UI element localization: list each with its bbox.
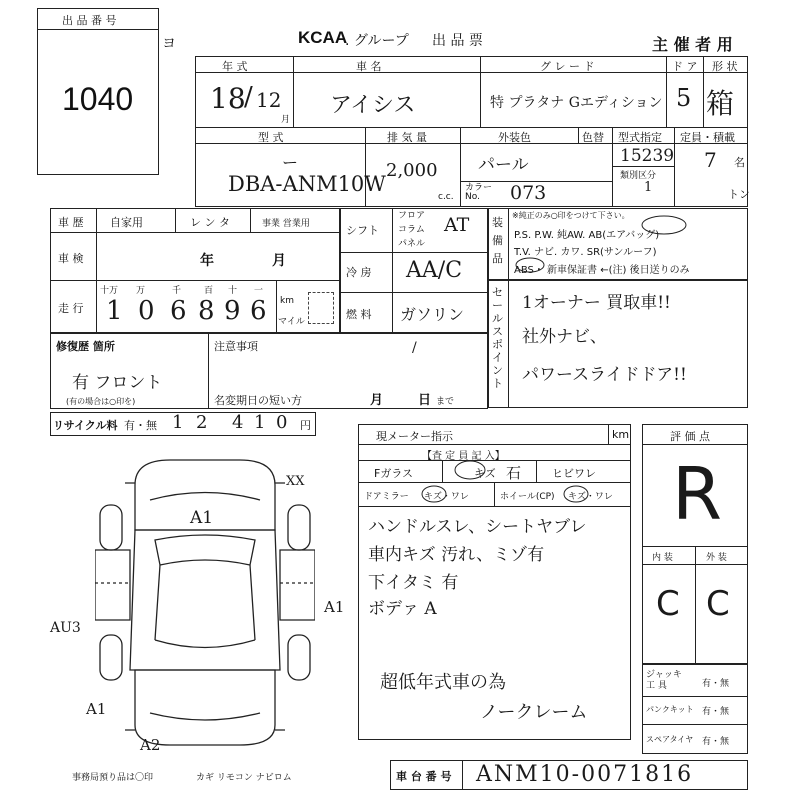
doors-label: ド ア xyxy=(672,60,698,73)
km-unit: km xyxy=(280,296,294,306)
color-no-value: 073 xyxy=(510,182,547,204)
exterior-label: 外 装 xyxy=(706,553,727,563)
year-value: 18 xyxy=(210,82,246,115)
crack-value: 石 xyxy=(506,464,522,482)
lot-number-box xyxy=(37,8,159,175)
mile-unit: マイル xyxy=(278,317,305,327)
chassis-label: 車 台 番 号 xyxy=(396,770,452,783)
shift-label: シフト xyxy=(346,224,379,237)
puncture-label: パンクキット xyxy=(646,705,694,714)
recycle-digit: 4 xyxy=(232,412,244,433)
score-value: R xyxy=(672,452,723,536)
sales-point: 社外ナビ、 xyxy=(522,327,607,347)
equipment-note: ※純正のみ○印をつけて下さい。 xyxy=(512,211,630,220)
damage-mark: XX xyxy=(286,474,305,489)
grade-label: グ レ ー ド xyxy=(540,60,595,73)
recycle-digit: 1 xyxy=(254,412,266,433)
equipment-circles xyxy=(488,208,748,280)
odo-unit: 千 xyxy=(172,286,182,296)
car-name-label: 車 名 xyxy=(356,60,382,73)
recycle-digit: 1 xyxy=(172,412,184,433)
odo-digit: 0 xyxy=(138,296,155,326)
inspector-circles xyxy=(358,458,631,508)
car-diagram xyxy=(95,455,315,760)
exterior-color-label: 外装色 xyxy=(498,131,531,144)
inspector-comment: ノークレーム xyxy=(480,702,588,723)
shaken-month-unit: 月 xyxy=(272,253,286,269)
odo-digit: 8 xyxy=(198,296,215,326)
deadline-label: 名変期日の短い方 xyxy=(214,394,302,407)
inspector-title: 【査 定 員 記 入】 xyxy=(422,451,505,462)
chassis-number: ANM10-0071816 xyxy=(476,762,694,787)
car-name-value: アイシス xyxy=(330,93,416,118)
displacement-label: 排 気 量 xyxy=(387,131,427,144)
spare-opts: 有・無 xyxy=(702,737,730,747)
notes-label: 注意事項 xyxy=(214,340,258,353)
color-no-label: カラー No. xyxy=(465,183,493,202)
odo-digit: 9 xyxy=(224,296,241,326)
year-label: 年 式 xyxy=(222,60,248,73)
deadline-month: 月 xyxy=(370,393,384,408)
inspector-comment: 下イタミ 有 xyxy=(368,573,459,593)
damage-mark: A1 xyxy=(190,508,214,528)
sales-point: パワースライドドア!! xyxy=(522,365,687,385)
month-value: 12 xyxy=(256,88,282,112)
inspector-comment: ボデァ A xyxy=(368,599,437,619)
repair-label: 修復歴 箇所 xyxy=(56,340,115,353)
exterior-color-value: パール xyxy=(478,155,529,175)
persons-unit: 名 xyxy=(734,156,745,169)
odo-unit: 十万 xyxy=(100,286,119,296)
odo-unit: 十 xyxy=(228,286,238,296)
brand-logo: KCAA xyxy=(298,28,348,47)
interior-score: C xyxy=(656,584,680,624)
class-label: 類別区分 xyxy=(620,171,657,181)
score-label: 評 価 点 xyxy=(670,430,710,443)
model-value: DBA-ANM10W xyxy=(228,172,386,196)
odo-digit: 6 xyxy=(170,296,187,326)
footer-office: 事務局預り品は〇印 xyxy=(72,773,154,783)
shift-column: コラム xyxy=(398,225,425,235)
deadline-until: まで xyxy=(436,397,455,407)
fuel-label: 燃 料 xyxy=(346,308,372,321)
recycle-yen: 円 xyxy=(300,419,311,432)
odo-digit: 1 xyxy=(106,296,123,326)
model-label: 型 式 xyxy=(258,131,284,144)
shift-panel: パネル xyxy=(398,239,426,249)
doors-value: 5 xyxy=(676,84,692,112)
ac-label: 冷 房 xyxy=(346,266,372,279)
cc-unit: c.c. xyxy=(438,192,454,202)
shaken-year-unit: 年 xyxy=(200,253,214,269)
recycle-opts: 有・無 xyxy=(124,419,157,432)
damage-mark: A1 xyxy=(324,598,345,616)
owner-copy-label: 主 催 者 用 xyxy=(652,35,733,54)
notes-mark: / xyxy=(412,340,417,356)
model-dash: ー xyxy=(282,153,299,172)
equipment-line3: ABS・ 新車保証書 ←(注) 後日送りのみ xyxy=(514,265,690,276)
odo-unit: 百 xyxy=(204,286,214,296)
ton-unit: トン xyxy=(728,188,750,201)
exterior-score: C xyxy=(706,584,730,624)
history-rental: レ ン タ xyxy=(190,216,230,229)
color-change-label: 色替 xyxy=(582,131,604,144)
crack-label: キズ xyxy=(474,467,496,480)
month-unit: 月 xyxy=(281,115,291,125)
f-glass-label: Fガラス xyxy=(374,467,413,480)
fuel-value: ガソリン xyxy=(400,305,465,324)
recycle-digit: 0 xyxy=(276,412,288,433)
jack-label: ジャッキ 工 具 xyxy=(646,670,682,691)
ac-value: AA/C xyxy=(406,258,463,283)
history-label: 車 歴 xyxy=(58,216,84,229)
odo-unit: 一 xyxy=(254,286,264,296)
inspector-comment: 車内キズ 汚れ、ミゾ有 xyxy=(368,545,545,565)
form-title: 出 品 票 xyxy=(432,33,483,49)
lot-number: 1040 xyxy=(62,81,134,117)
shape-value: 箱 xyxy=(706,87,735,120)
spare-label: スペアタイヤ xyxy=(646,735,694,744)
wheel-label: ホイール(CP) xyxy=(500,492,555,502)
equipment-label: 装 備 品 xyxy=(492,216,503,265)
stray-mark: ヨ xyxy=(162,36,176,52)
hibi-label: ヒビワレ xyxy=(552,467,596,480)
shape-label: 形 状 xyxy=(712,60,738,73)
mirror-opts: キズ・ワレ xyxy=(424,492,469,502)
recycle-label: リサイクル料 xyxy=(53,419,118,432)
damage-mark: A1 xyxy=(86,700,107,718)
wheel-opts: キズ・ワレ xyxy=(568,492,613,502)
inspector-comment: 超低年式車の為 xyxy=(380,672,506,693)
shaken-label: 車 検 xyxy=(58,252,84,265)
capacity-value: 7 xyxy=(704,148,717,172)
sales-point: 1オーナー 買取車!! xyxy=(522,293,671,313)
repair-value: 有 フロント xyxy=(72,373,163,393)
type-cert-value: 15239 xyxy=(620,146,675,166)
damage-mark: AU3 xyxy=(50,620,81,636)
shift-floor: フロア xyxy=(398,211,426,221)
mile-checkbox xyxy=(308,292,334,324)
odo-unit: 万 xyxy=(136,286,146,296)
capacity-label: 定員・積載 xyxy=(680,131,735,144)
footer-items: カギ リモコン ナビロム xyxy=(196,773,292,783)
equipment-line1: P.S. P.W. 純AW. AB(エアバッグ) xyxy=(514,230,660,241)
grade-value: 特 プラタナ Gエディション xyxy=(490,95,663,111)
interior-label: 内 装 xyxy=(652,553,673,563)
odo-digit: 6 xyxy=(250,296,267,326)
shift-value: AT xyxy=(444,214,470,236)
door-mirror-label: ドアミラー xyxy=(364,492,409,502)
history-business: 事業 営業用 xyxy=(262,219,310,229)
inspector-comment: ハンドルスレ、シートヤブレ xyxy=(368,517,587,537)
displacement-value: 2,000 xyxy=(386,160,438,181)
odometer-label: 走 行 xyxy=(58,302,84,315)
brand-group: . グループ xyxy=(345,33,409,49)
meter-label: 現メーター指示 xyxy=(376,430,453,443)
jack-opts: 有・無 xyxy=(702,679,730,689)
history-private: 自家用 xyxy=(110,216,143,229)
class-value: 1 xyxy=(644,180,653,195)
year-slash: / xyxy=(244,82,253,112)
deadline-day: 日 xyxy=(418,393,432,408)
recycle-digit: 2 xyxy=(196,412,208,433)
type-cert-label: 型式指定 xyxy=(618,131,662,144)
sales-label: セールスポイント xyxy=(492,286,503,390)
meter-unit: km xyxy=(612,428,630,441)
lot-number-label: 出 品 番 号 xyxy=(62,14,117,27)
repair-note: (有の場合は○印を) xyxy=(66,397,136,406)
puncture-opts: 有・無 xyxy=(702,707,730,717)
equipment-line2: T.V. ナビ. カワ. SR(サンルーフ) xyxy=(514,247,657,258)
damage-mark: A2 xyxy=(140,736,161,754)
